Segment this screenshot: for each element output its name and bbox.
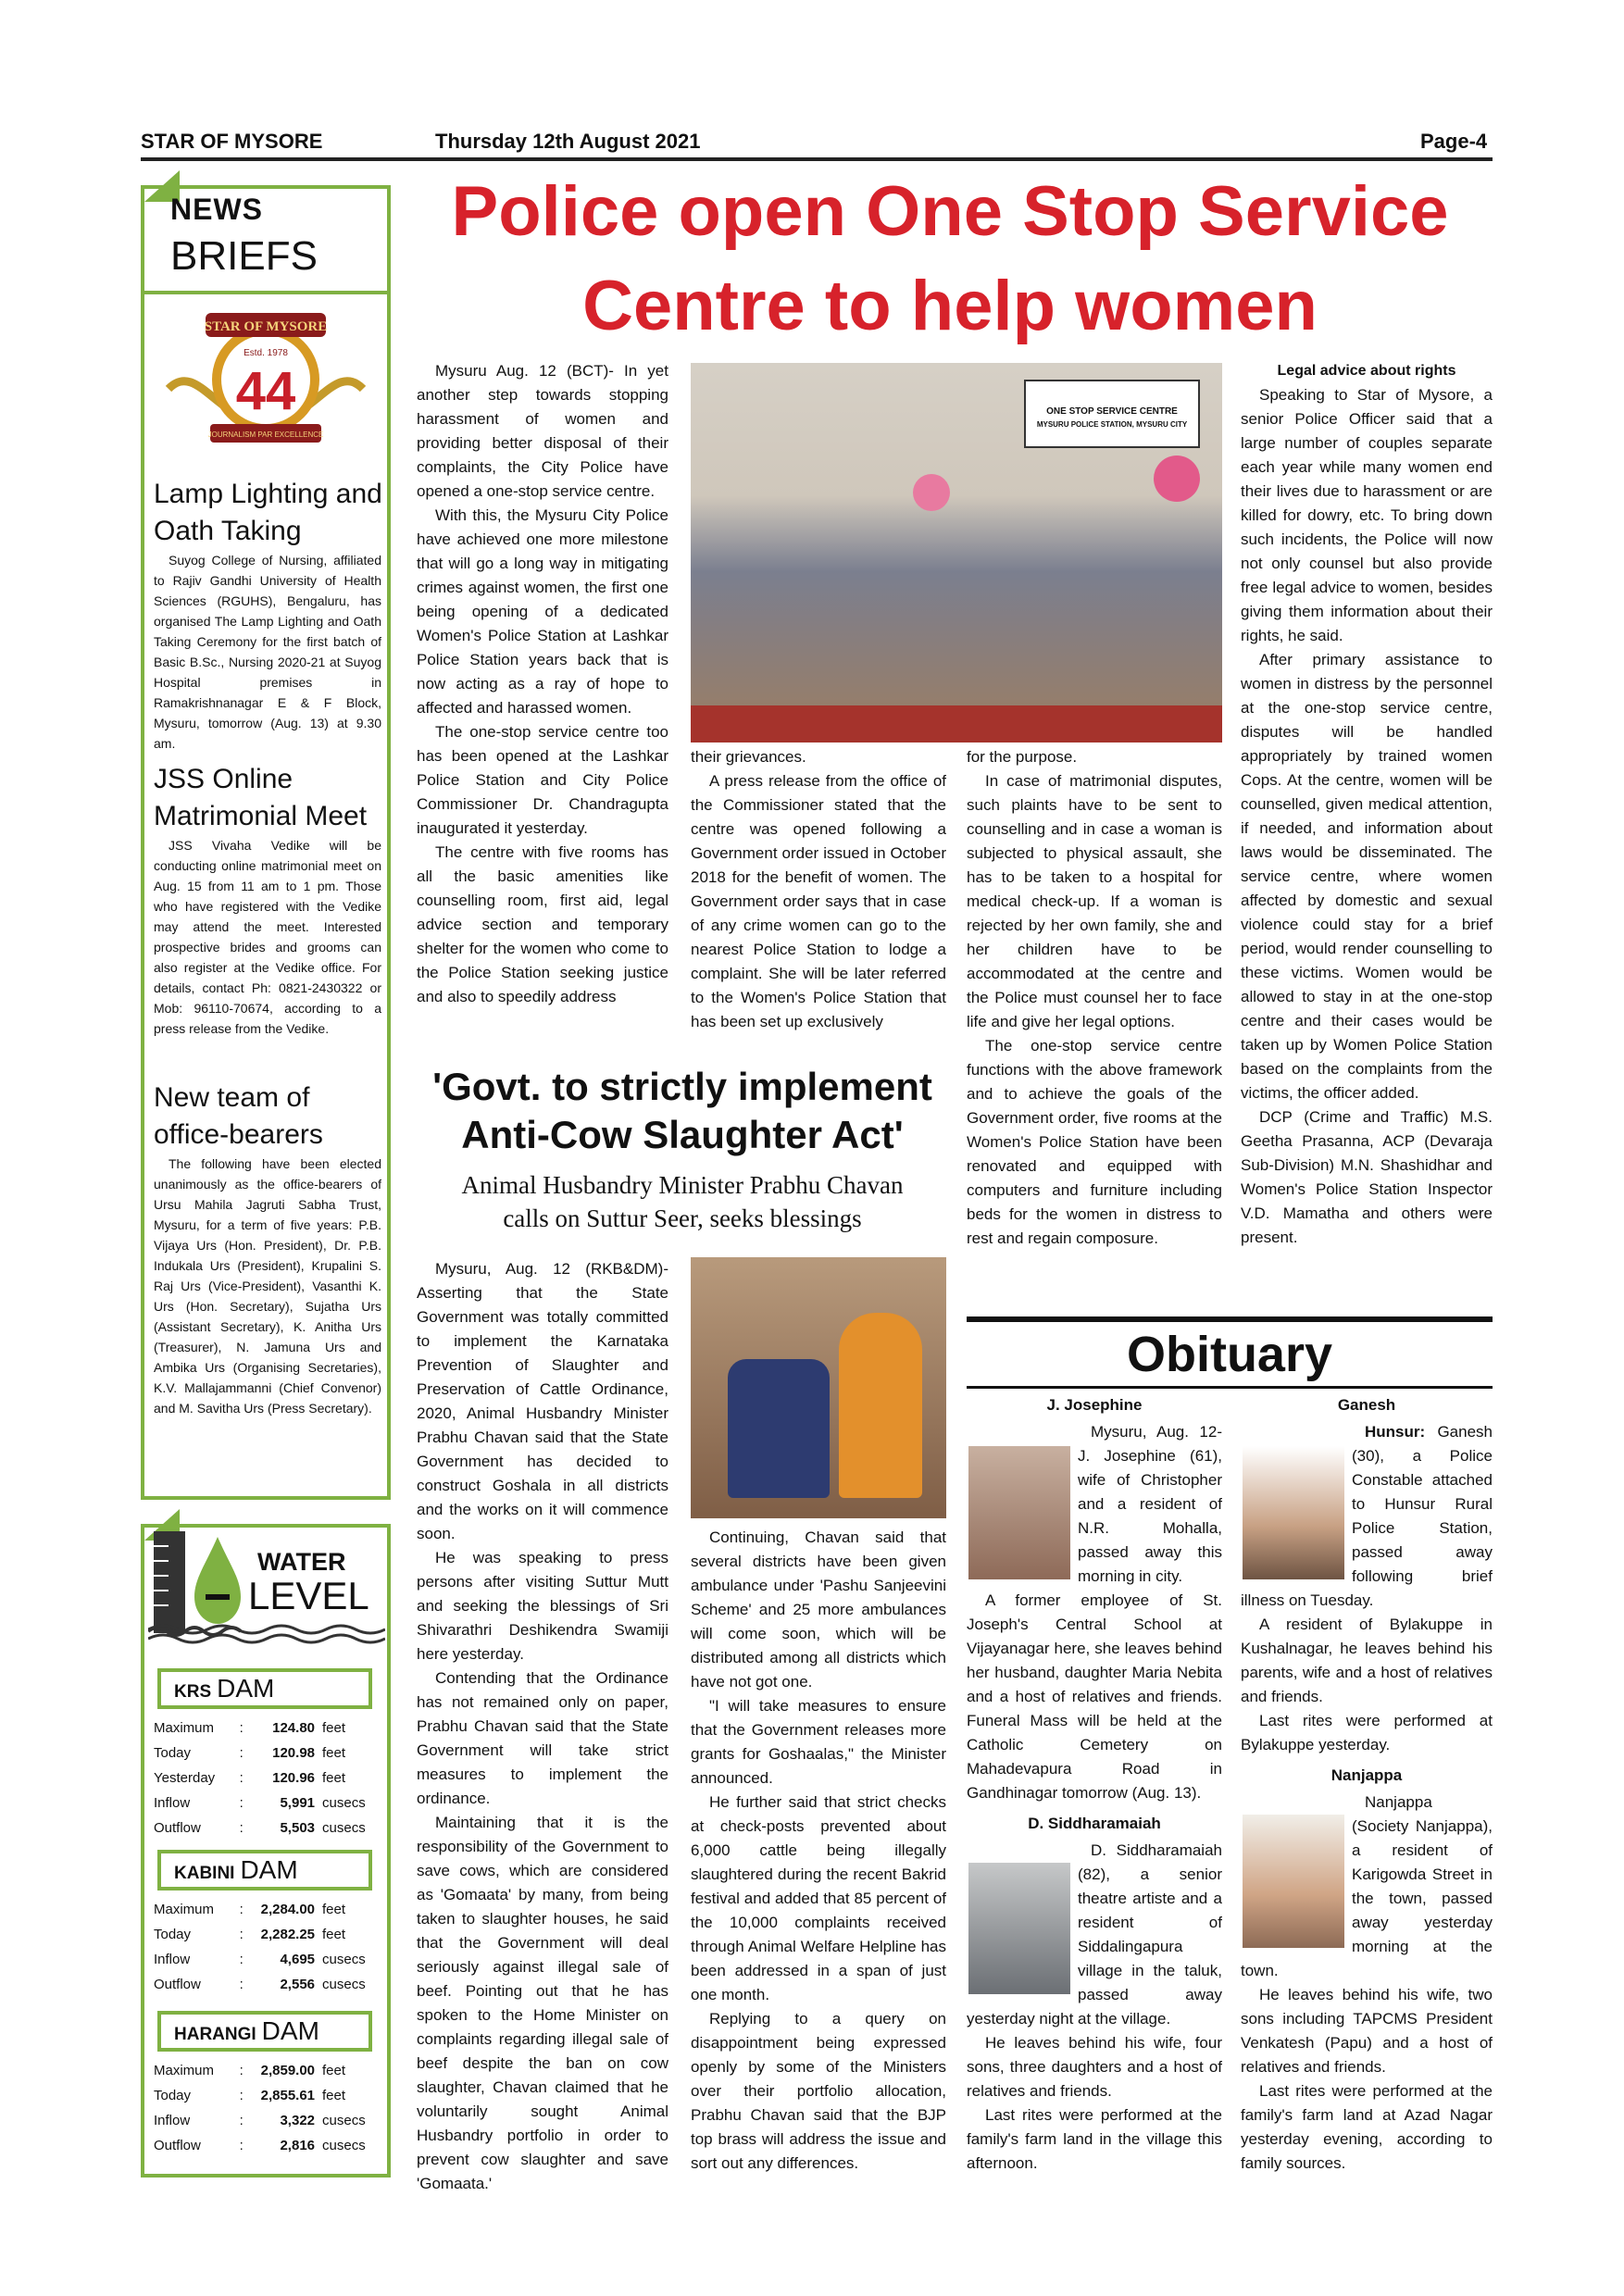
brief-title: New team of office-bearers <box>154 1082 323 1150</box>
table-row: Today : 2,282.25 feet <box>154 1927 346 1942</box>
obit-name-nanjappa: Nanjappa <box>1330 1766 1403 1784</box>
obit-text-siddharamaiah: D. Siddharamaiah (82), a senior theatre artiste and a resident of Siddalingapura village in the taluk, passed away yesterday night at the village. He leaves behind his wife, four sons, three daughters and a host of relatives and friends. Last rites were performed at the family's farm land in the village this afternoon. <box>967 1841 1222 2172</box>
photo-sign-line2: MYSURU POLICE STATION, MYSURU CITY <box>1036 420 1188 429</box>
dam-table-harangi <box>154 2058 376 2158</box>
dam-table-kabini <box>154 1897 376 1997</box>
logo-top-text: STAR OF MYSORE <box>204 319 328 334</box>
obit-text-josephine: Mysuru, Aug. 12- J. Josephine (61), wife of Christopher and a resident of N.R. Mohalla, passed away this morning in city. A former employee of St. Joseph's Central School at Vijayanagar here, she leaves behind her husband, daughter Maria Nebita and a host of relatives and friends. Funeral Mass will be held at the Catholic Cemetery on Mahadevapura Road in Gandhinagar tomorrow (Aug. 13). <box>967 1423 1222 1802</box>
table-row: Yesterday : 120.96 feet <box>154 1770 346 1786</box>
table-row: Inflow : 4,695 cusecs <box>154 1952 366 1967</box>
obituary-top-rule <box>967 1316 1493 1322</box>
cow-article-col2: Continuing, Chavan said that several districts have been given ambulance under 'Pashu Sanjeevini Scheme' and 25 more ambulances will come soon, which will be distributed among all districts which have not got one. "I will take measures to ensure that the Government releases more grants for Goshaalas," the Minister announced. He further said that strict checks at check-posts prevented about 6,000 cattle being illegally slaughtered during the recent Bakrid festival and added that 85 percent of the 10,000 complaints received through Animal Welfare Helpline has been addressed in a span of just one month. Replying to a query on disappointment being expressed openly by some of the Ministers over their portfolio allocation, Prabhu Chavan said that the BJP top brass will address the issue and sort out any differences. <box>691 1529 946 2172</box>
cow-headline: 'Govt. to strictly implement Anti-Cow Slaughter Act' <box>432 1065 932 1156</box>
dam-table-krs <box>154 1716 376 1841</box>
table-row: Inflow : 3,322 cusecs <box>154 2113 366 2128</box>
main-headline-line2: Centre to help women <box>582 267 1318 345</box>
obit-name-ganesh: Ganesh <box>1337 1396 1396 1414</box>
legal-advice-subhead: Legal advice about rights <box>1277 363 1456 379</box>
header-rule <box>141 157 1493 161</box>
logo-ribbon-text: JOURNALISM PAR EXCELLENCE <box>207 430 324 439</box>
brief-body: The following have been elected unanimously as the office-bearers of Ursu Mahila Jagruti Sabha Trust, Mysuru, for a term of five years: P.B. Vijaya Urs (Hon. President), Dr. P.B. Indukala Urs (President), Krupalini S. Raj Urs (Vice-President), Vasanthi K. Urs (Hon. Secretary), Sujatha Urs (Assistant Secretary), K. Anitha Urs (Treasurer), N. Jamuna Urs and Ambika Urs (Organising Secretaries), K.V. Mallajammanni (Chief Convenor) and M. Savitha Urs (Press Secretary). <box>154 1156 381 1416</box>
obit-text-ganesh: Hunsur: Ganesh (30), a Police Constable attached to Hunsur Rural Police Station, passed away following brief illness on Tuesday. A resident of Bylakuppe in Kushalnagar, he leaves behind his parents, wife and a host of relatives and friends. Last rites were performed at Bylakuppe yesterday. <box>1241 1423 1493 1753</box>
photo-sign-line1: ONE STOP SERVICE CENTRE <box>1046 406 1178 417</box>
table-row: Maximum : 2,284.00 feet <box>154 1902 346 1917</box>
brief-title: Lamp Lighting and Oath Taking <box>154 479 382 546</box>
main-article-col3: for the purpose. In case of matrimonial disputes, such plaints have to be sent to counselling and in case a woman is subjected to physical assault, she has to be taken to a hospital for medical check-up. If a woman is rejected by her own family, she and her children have to be accommodated at the centre and the Police must counsel her to face life and give her legal options. The one-stop service centre functions with the above framework and to achieve the goals of the Government order, five rooms at the Women's Police Station have been renovated and equipped with computers and furniture including beds for the women in distress to rest and regain composure. <box>967 748 1222 1247</box>
logo-number: 44 <box>235 361 296 421</box>
minister-seer-photo <box>691 1257 946 1518</box>
obit-name-josephine: J. Josephine <box>1046 1396 1143 1414</box>
table-row: Outflow : 2,816 cusecs <box>154 2138 366 2153</box>
table-row: Maximum : 124.80 feet <box>154 1720 346 1736</box>
main-article-col1: Mysuru Aug. 12 (BCT)- In yet another step towards stopping harassment of women and providing better disposal of their complaints, the City Police have opened a one-stop service centre. With this, the Mysuru City Police have achieved one more milestone that will go a long way in mitigating crimes against women, the first one being opening of a dedicated Women's Police Station at Lashkar Police Station years back that is now acting as a ray of hope to affected and harassed women. The one-stop service centre too has been opened at the Lashkar Police Station and City Police Commissioner Dr. Chandragupta inaugurated it yesterday. The centre with five rooms has all the basic amenities like counselling room, first aid, legal advice section and temporary shelter for the women who come to the Police Station seeking justice and also to speedily address <box>417 362 668 1005</box>
table-row: Inflow : 5,991 cusecs <box>154 1795 366 1811</box>
dam-header-kabini: KABINI DAM <box>157 1850 372 1890</box>
page-number: Page-4 <box>1420 130 1488 153</box>
main-headline-line1: Police open One Stop Service <box>451 172 1449 251</box>
sidebar-divider <box>141 291 391 294</box>
obituary-title: Obituary <box>1126 1327 1333 1382</box>
brief-title: JSS Online Matrimonial Meet <box>154 764 368 831</box>
police-group-photo <box>691 363 1222 742</box>
obit-text-nanjappa: Nanjappa (Society Nanjappa), a resident of Karigowda Street in the town, passed away yesterday morning at the town. He leaves behind his wife, two sons including TAPCMS President Venkatesh (Papu) and a host of relatives and friends. Last rites were performed at the family's farm land at Azad Nagar yesterday evening, according to family sources. <box>1241 1793 1493 2172</box>
dam-header-harangi: HARANGI DAM <box>157 2011 372 2052</box>
table-row: Maximum : 2,859.00 feet <box>154 2063 346 2078</box>
cow-subheadline: Animal Husbandry Minister Prabhu Chavan calls on Suttur Seer, seeks blessings <box>461 1171 904 1232</box>
level-label: LEVEL <box>248 1574 369 1617</box>
table-row: Today : 120.98 feet <box>154 1745 346 1761</box>
obit-name-siddharamaiah: D. Siddharamaiah <box>1028 1815 1161 1832</box>
briefs-label: BRIEFS <box>170 233 318 279</box>
obituary-bottom-rule <box>967 1386 1493 1389</box>
table-row: Outflow : 5,503 cusecs <box>154 1820 366 1836</box>
main-article-col4: Legal advice about rights Speaking to Star of Mysore, a senior Police Officer said that a large number of couples separate each year while many women end their lives due to harassment or are killed for dowry, etc. To bring down such incidents, the Police will now not only counsel but also provide free legal advice to women, besides giving them information about their rights, he said. After primary assistance to women in distress by the personnel at the one-stop service centre, disputes will be handled appropriately by trained women Cops. At the centre, women will be counselled, given medical attention, if needed, and information about laws would be disseminated. The service centre, where women affected by domestic and sexual violence could stay for a brief period, would render counselling to these victims. Women would be allowed to stay in at the one-stop centre and their cases would be taken up by Women Police Station based on the complaints from the victims, the officer added. DCP (Crime and Traffic) M.S. Geetha Prasanna, ACP (Devaraja Sub-Division) M.N. Shashidhar and Women's Police Station Inspector V.D. Mamatha and others were present. <box>1241 359 1493 1250</box>
dam-header-krs: KRS DAM <box>157 1668 372 1709</box>
cow-article-col1: Mysuru, Aug. 12 (RKB&DM)- Asserting that the State Government was totally committed to implement the Karnataka Prevention of Slaughter and Preservation of Cattle Ordinance, 2020, Animal Husbandry Minister Prabhu Chavan said that the State Government has decided to construct Goshala in all districts and the works on it will commence soon. He was speaking to press persons after visiting Suttur Mutt and seeking the blessings of Sri Shivarathri Deshikendra Swamiji here yesterday. Contending that the Ordinance has not remained only on paper, Prabhu Chavan said that the State Government will take strict measures to implement the ordinance. Maintaining that it is the responsibility of the Government to save cows, which are considered as 'Gomaata' by many, from being taken to slaughter houses, he said that the Government will deal seriously against illegal sale of beef. Pointing out that he has spoken to the Home Minister on complaints regarding illegal sale of beef despite the ban on cow slaughter, Chavan claimed that he voluntarily sought Animal Husbandry portfolio in order to prevent cow slaughter and save 'Gomaata.' <box>417 1260 668 2192</box>
news-label: NEWS <box>170 193 263 226</box>
brief-body: Suyog College of Nursing, affiliated to Rajiv Gandhi University of Health Sciences (RGUHS), Bengaluru, has organised The Lamp Lighting and Oath Taking Ceremony for the first batch of Basic B.Sc., Nursing 2020-21 at Suyog Hospital premises in Ramakrishnanagar E & F Block, Mysuru, tomorrow (Aug. 13) at 9.30 am. <box>154 553 381 751</box>
table-row: Outflow : 2,556 cusecs <box>154 1977 366 1992</box>
logo-estd-text: Estd. 1978 <box>244 348 288 358</box>
water-waves-icon <box>148 1622 385 1646</box>
paper-name: STAR OF MYSORE <box>141 130 323 153</box>
issue-date: Thursday 12th August 2021 <box>435 130 701 153</box>
water-label: WATER <box>257 1548 346 1576</box>
main-article-col2: their grievances. A press release from the office of the Commissioner stated that the centre was opened following a Government order issued in October 2018 for the benefit of women. The Government order says that in case of any crime women can go to the nearest Police Station to lodge a complaint. She will be later referred to the Women's Police Station that has been set up exclusively <box>691 748 946 1030</box>
star-of-mysore-logo <box>159 306 372 454</box>
table-row: Today : 2,855.61 feet <box>154 2088 346 2103</box>
brief-body: JSS Vivaha Vedike will be conducting online matrimonial meet on Aug. 15 from 11 am to 1 pm. Those who have registered with the Vedike may attend the meet. Interested prospective brides and grooms can also register at the Vedike office. For details, contact Ph: 0821-2430322 or Mob: 96110-70674, according to a press release from the Vedike. <box>154 838 381 1036</box>
